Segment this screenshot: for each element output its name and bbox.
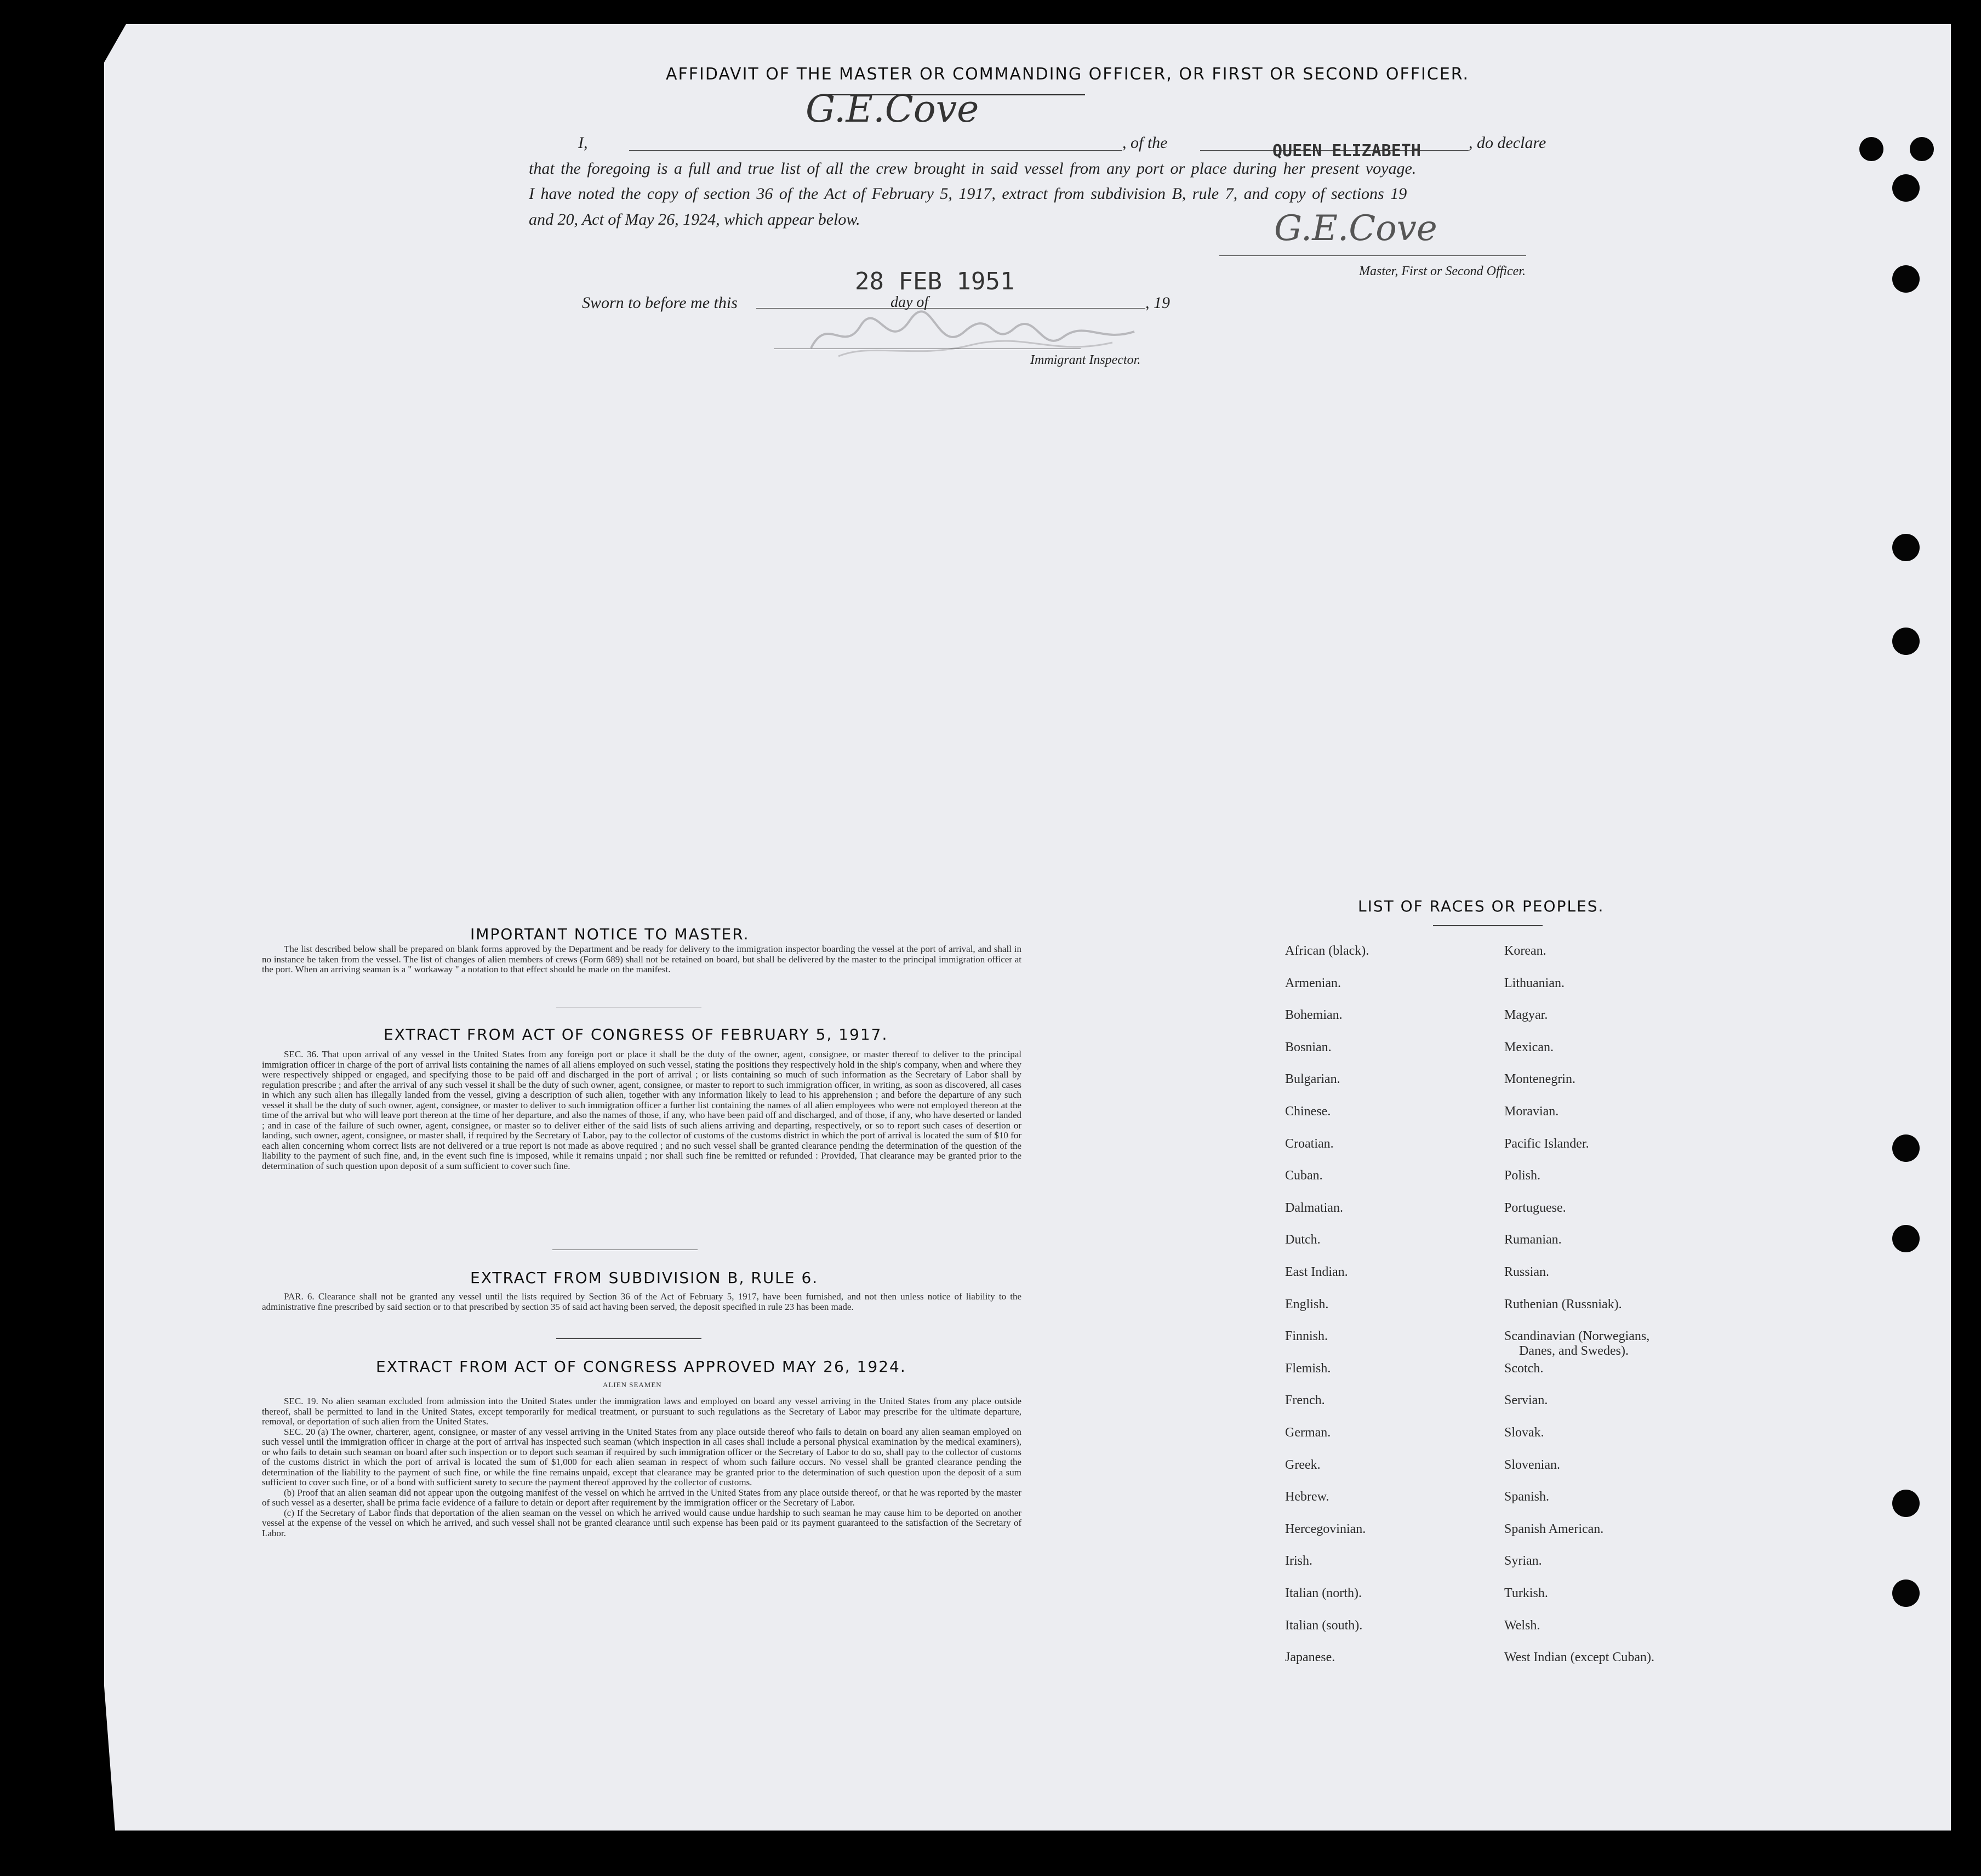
punch-hole (1892, 1225, 1920, 1252)
extract-1924-title: EXTRACT FROM ACT OF CONGRESS APPROVED MAY 26, 1924. (376, 1358, 906, 1376)
race-item: Finnish. (1285, 1329, 1328, 1344)
sec-19-text: SEC. 19. No alien seaman excluded from admission into the United States under the immigration laws and employed on board any vessel arriving in the United States from any place outside thereof, shall be permitted to land in the United States, except temporarily for medical treatment, or pursuant to such regulations as the Secretary of Labor may prescribe for the ultimate departure, removal, or deportation of such alien from the United States. (262, 1396, 1021, 1427)
race-item: Montenegrin. (1504, 1072, 1575, 1087)
race-item: Dalmatian. (1285, 1200, 1343, 1215)
race-item: Irish. (1285, 1554, 1312, 1569)
affidavit-line-2: that the foregoing is a full and true list of all the crew brought in said vessel from any port or place during her present voyage. (529, 159, 1417, 178)
race-item: English. (1285, 1297, 1329, 1312)
race-item: Bosnian. (1285, 1040, 1332, 1054)
race-item: Rumanian. (1504, 1233, 1562, 1247)
rule-6-body (262, 1292, 1021, 1312)
punch-hole (1892, 1580, 1920, 1607)
race-item: Turkish. (1504, 1586, 1548, 1600)
inspector-caption: Immigrant Inspector. (1030, 353, 1141, 367)
notice-title: IMPORTANT NOTICE TO MASTER. (470, 925, 750, 943)
race-item: West Indian (except Cuban). (1504, 1650, 1654, 1665)
date-stamp: 28 FEB 1951 (855, 267, 1015, 295)
race-item: Slovenian. (1504, 1457, 1560, 1472)
race-item: Ruthenian (Russniak). (1504, 1297, 1622, 1312)
extract-1924-body (262, 1396, 1021, 1538)
race-item: Servian. (1504, 1393, 1548, 1408)
of-the-label: , of the (1122, 134, 1168, 152)
punch-hole (1859, 137, 1883, 161)
race-item: Croatian. (1285, 1136, 1334, 1151)
race-item: Syrian. (1504, 1554, 1542, 1569)
race-item: Lithuanian. (1504, 976, 1565, 990)
year-suffix: , 19 (1145, 294, 1170, 312)
race-item: Flemish. (1285, 1361, 1331, 1376)
punch-hole (1892, 534, 1920, 561)
punch-hole (1910, 137, 1934, 161)
race-item: Italian (south). (1285, 1618, 1363, 1633)
race-item: Bohemian. (1285, 1008, 1343, 1023)
officer-caption: Master, First or Second Officer. (1359, 264, 1526, 278)
race-item: Moravian. (1504, 1104, 1559, 1119)
race-item: Welsh. (1504, 1618, 1540, 1633)
punch-hole (1892, 1490, 1920, 1517)
alien-seamen-subtitle: ALIEN SEAMEN (603, 1381, 662, 1389)
name-line (629, 150, 1122, 151)
race-item: Korean. (1504, 944, 1546, 958)
do-declare-label: , do declare (1469, 134, 1546, 152)
i-label: I, (578, 134, 588, 152)
sec-20a-text: SEC. 20 (a) The owner, charterer, agent, consignee, or master of any vessel arriving in the United States from any place outside thereof who fails to detain on board any alien seaman employed on such vessel until the immigration officer in charge at the port of arrival has inspected such seaman (which inspection in all cases shall include a personal physical examination by the medical examiners), or who fails to detain such seaman on board after such inspection or to deport such seaman if required by such immigration officer or the Secretary of Labor to do so, shall pay to the collector of customs of the customs district in which the port of arrival is located the sum of $1,000 for each alien seaman in respect of whom such failure occurs. No vessel shall be granted clearance pending the determination of the liability to the payment of such fine, or while the fine remains unpaid, except that clearance may be granted prior to the determination of such question upon the deposit of a sum sufficient to cover such fine, or of a bond with sufficient surety to secure the payment thereof approved by the collector of customs. (262, 1426, 1021, 1487)
race-item: Mexican. (1504, 1040, 1554, 1054)
race-item: Scotch. (1504, 1361, 1544, 1376)
notice-text: The list described below shall be prepared on blank forms approved by the Department and be ready for delivery to the immigration inspector boarding the vessel at the port of arrival, and shall in no instance be taken from the vessel. The list of changes of alien members of crews (Form 689) shall not be retained on board, but shall be delivered by the master to the principal immigration officer at the port. When an arriving seaman is a " workaway " a notation to that effect should be made on the manifest. (262, 944, 1021, 974)
race-item: African (black). (1285, 944, 1369, 958)
race-item: Armenian. (1285, 976, 1341, 990)
race-item: Chinese. (1285, 1104, 1331, 1119)
race-item: Bulgarian. (1285, 1072, 1340, 1087)
notice-body (262, 944, 1021, 975)
race-item: Spanish. (1504, 1490, 1550, 1504)
race-item: Pacific Islander. (1504, 1136, 1589, 1151)
sec-20b-text: (b) Proof that an alien seaman did not appear upon the outgoing manifest of the vessel on which he arrived in the United States from any place outside thereof, or that he was reported by the master of such vessel as a deserter, shall be prima facie evidence of a failure to detain or deport after requirement by the immigration officer or the Secretary of Labor. (262, 1487, 1021, 1508)
extract-1917-title: EXTRACT FROM ACT OF CONGRESS OF FEBRUARY 5, 1917. (384, 1025, 888, 1044)
race-item: Magyar. (1504, 1008, 1548, 1023)
affidavit-line-3: I have noted the copy of section 36 of the Act of February 5, 1917, extract from subdivision B, rule 7, and copy of sections 19 (529, 185, 1407, 203)
day-of-label: day of (890, 294, 929, 311)
rule-6-title: EXTRACT FROM SUBDIVISION B, RULE 6. (470, 1269, 819, 1287)
signature-top: G.E.Cove (806, 88, 979, 131)
affidavit-title: AFFIDAVIT OF THE MASTER OR COMMANDING OFFICER, OR FIRST OR SECOND OFFICER. (666, 65, 1470, 84)
punch-hole (1892, 265, 1920, 293)
race-item: Hebrew. (1285, 1490, 1329, 1504)
punch-hole (1892, 174, 1920, 202)
punch-hole (1892, 628, 1920, 655)
officer-line (1219, 255, 1526, 256)
race-item: Polish. (1504, 1168, 1541, 1183)
race-item: Japanese. (1285, 1650, 1335, 1665)
races-title: LIST OF RACES OR PEOPLES. (1358, 897, 1605, 915)
race-item: Dutch. (1285, 1233, 1321, 1247)
race-item: Portuguese. (1504, 1200, 1566, 1215)
punch-hole (1892, 1134, 1920, 1162)
races-underline (1433, 925, 1543, 926)
race-item: Scandinavian (Norwegians, (1504, 1329, 1650, 1344)
vessel-name-stamp: QUEEN ELIZABETH (1272, 141, 1421, 161)
race-item: Greek. (1285, 1457, 1321, 1472)
race-continuation: Danes, and Swedes). (1519, 1344, 1629, 1358)
race-item: German. (1285, 1425, 1331, 1440)
race-item: Russian. (1504, 1265, 1550, 1279)
divider (556, 1338, 701, 1339)
extract-1917-body (262, 1050, 1021, 1171)
race-item: Cuban. (1285, 1168, 1323, 1183)
race-item: Spanish American. (1504, 1521, 1604, 1536)
sec-20c-text: (c) If the Secretary of Labor finds that deportation of the alien seaman on the vessel on which he arrived would cause undue hardship to such seaman he may cause him to be deported on another vessel at the expense of the vessel on which he arrived, and such vessel shall not be granted clearance until such expense has been paid or its payment guaranteed to the satisfaction of the Secretary of Labor. (262, 1507, 1021, 1538)
race-item: Hercegovinian. (1285, 1521, 1366, 1536)
extract-1917-text: SEC. 36. That upon arrival of any vessel in the United States from any foreign port or place it shall be the duty of the owner, agent, consignee, or master thereof to deliver to the principal immigration officer in charge of the port of arrival lists containing the names of all aliens employed on such vessel, stating the positions they respectively hold in the ship's company, when and where they were respectively shipped or engaged, and specifying those to be paid off and discharged in the port of arrival ; or lists containing so much of such information as the Secretary of Labor shall by regulation prescribe ; and after the arrival of any such vessel it shall be the duty of such owner, agent, consignee, or master to report to such immigration officer, in writing, as soon as discovered, all cases in which any such alien has illegally landed from the vessel, giving a description of such alien, together with any information likely to lead to his apprehension ; and before the departure of any such vessel it shall be the duty of such owner, agent, consignee, or master to deliver to such immigration officer a further list containing the names of all alien employees who were not employed thereon at the time of the arrival but who will leave port thereon at the time of her departure, and also the names of those, if any, who have been paid off and discharged, and of those, if any, who have deserted or landed ; and in case of the failure of such owner, agent, consignee, or master so to deliver either of the said lists of such aliens arriving and departing, respectively, or so to report such cases of desertion or landing, such owner, agent, consignee, or master shall, if required by the Secretary of Labor, pay to the collector of customs of the customs district in which the port of arrival is located the sum of $10 for each alien concerning whom correct lists are not delivered or a true report is not made as above required ; and no such vessel shall be granted clearance pending the determination of the question of the liability to the payment of such fine, and, in the event such fine is imposed, while it remains unpaid ; nor shall such fine be remitted or refunded : Provided, That clearance may be granted prior to the determination of such question upon deposit of a sum sufficient to cover such fine. (262, 1049, 1021, 1171)
affidavit-line-4: and 20, Act of May 26, 1924, which appear below. (529, 210, 860, 229)
sworn-label: Sworn to before me this (582, 294, 738, 312)
race-item: Italian (north). (1285, 1586, 1362, 1600)
signature-officer: G.E.Cove (1274, 208, 1437, 249)
rule-6-text: PAR. 6. Clearance shall not be granted any vessel until the lists required by Section 36 of the Act of February 5, 1917, have been furnished, and not then unless notice of liability to the administrative fine prescribed by said section or to that prescribed by section 35 of said act having been served, the deposit specified in rule 23 has been made. (262, 1291, 1021, 1312)
race-item: Slovak. (1504, 1425, 1544, 1440)
document-sheet (104, 24, 1951, 1831)
race-item: French. (1285, 1393, 1325, 1408)
race-item: East Indian. (1285, 1265, 1348, 1279)
